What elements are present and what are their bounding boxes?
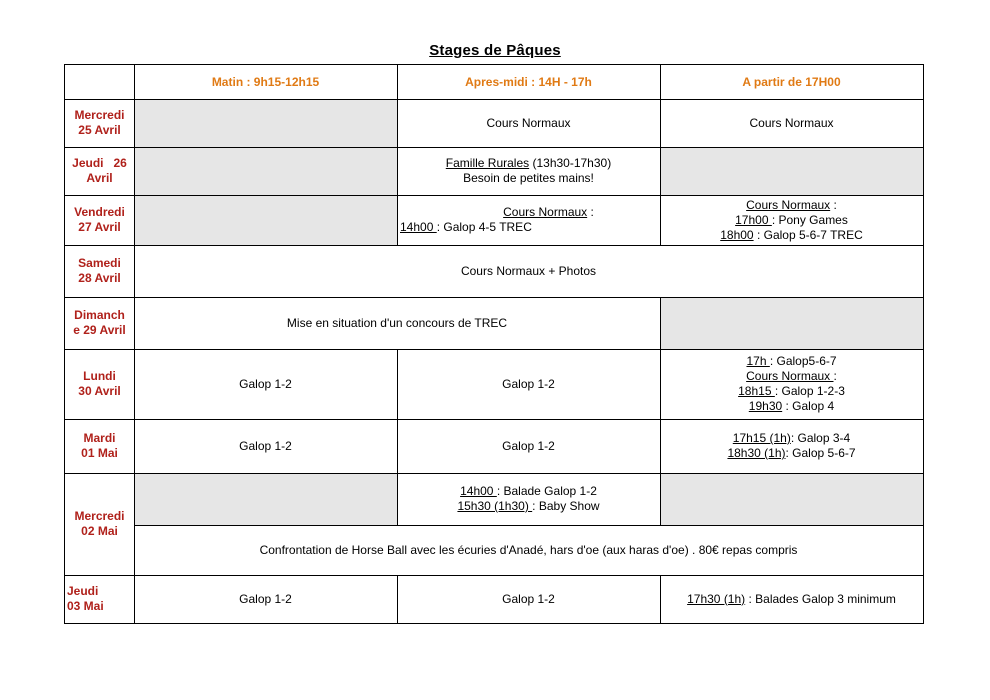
activity-time: 14h00	[460, 484, 497, 498]
day-date: 27 Avril	[78, 220, 121, 234]
activity-line	[457, 499, 599, 514]
activity-text: : Pony Games	[771, 212, 848, 227]
day-label: Mercredi	[74, 509, 125, 523]
activity-text: : Galop 1-2-3	[774, 384, 845, 398]
empty-cell	[660, 473, 923, 525]
activity-line	[460, 484, 597, 499]
activity-title: Cours Normaux	[746, 369, 834, 383]
cell-jeu03-soir	[660, 575, 923, 623]
day-dimanche-29	[65, 297, 134, 349]
activity-line	[733, 431, 850, 446]
day-jeudi-03	[65, 575, 134, 623]
activity-text: : Galop 4-5 TREC	[436, 220, 532, 234]
day-mercredi-25	[65, 99, 134, 147]
activity-line	[727, 446, 855, 461]
activity-separator: :	[830, 197, 837, 212]
header-soir-label: A partir de 17H00	[742, 74, 841, 89]
activity-text: : Galop 3-4	[790, 431, 851, 445]
header-soir	[660, 65, 923, 99]
day-jeudi-26	[65, 147, 134, 195]
cell-mar01-apres-midi	[397, 419, 660, 473]
activity-time: (13h30-17h30)	[529, 156, 612, 170]
cell-jeu03-matin	[134, 575, 397, 623]
cell-jeu03-apres-midi	[397, 575, 660, 623]
activity-text: Cours Normaux	[486, 115, 571, 130]
empty-cell	[134, 147, 397, 195]
activity-time: 18h00	[720, 227, 754, 242]
cell-lun30-matin	[134, 349, 397, 419]
day-label: Vendredi	[74, 205, 125, 219]
day-label: Mardi	[83, 431, 116, 445]
empty-cell	[134, 473, 397, 525]
activity-text: Cours Normaux + Photos	[460, 263, 597, 278]
header-matin-label: Matin : 9h15-12h15	[211, 74, 320, 89]
empty-cell	[660, 147, 923, 195]
activity-separator: :	[587, 205, 594, 219]
activity-line	[720, 228, 863, 243]
day-date: 01 Mai	[81, 446, 118, 460]
cell-mer25-soir	[660, 99, 923, 147]
activity-line	[746, 354, 836, 369]
activity-line	[749, 399, 834, 414]
empty-cell	[134, 99, 397, 147]
empty-cell	[134, 195, 397, 245]
activity-line	[746, 369, 837, 384]
activity-line	[397, 220, 532, 235]
activity-title: Famille Rurales	[445, 156, 530, 170]
day-mardi-01	[65, 419, 134, 473]
day-date: e 29 Avril	[73, 323, 126, 337]
cell-mar01-matin	[134, 419, 397, 473]
cell-lun30-apres-midi	[397, 349, 660, 419]
activity-text: Galop 1-2	[502, 376, 555, 391]
day-samedi-28	[65, 245, 134, 297]
activity-text: : Balade Galop 1-2	[496, 484, 597, 498]
activity-time: 17h00	[735, 212, 772, 227]
day-label: Dimanch	[74, 308, 125, 322]
day-label: Jeudi 26	[72, 156, 127, 170]
day-date: 25 Avril	[78, 123, 121, 137]
activity-time: 18h15	[738, 384, 775, 398]
activity-time: 18h30 (1h)	[727, 446, 786, 460]
activity-text: : Balades Galop 3 minimum	[745, 591, 896, 606]
activity-line	[738, 384, 845, 399]
day-vendredi-27	[65, 195, 134, 245]
cell-lun30-soir	[660, 349, 923, 419]
day-label: Samedi	[78, 256, 121, 270]
activity-text: Galop 1-2	[239, 438, 292, 453]
activity-text: Mise en situation d'un concours de TREC	[286, 315, 508, 330]
activity-time: 17h	[746, 354, 770, 368]
activity-title: Cours Normaux	[746, 197, 831, 212]
day-label: Mercredi	[74, 108, 125, 122]
activity-line	[687, 592, 896, 607]
activity-separator: :	[833, 369, 837, 383]
activity-text: Galop 1-2	[239, 376, 292, 391]
activity-text: Galop 1-2	[502, 438, 555, 453]
activity-line	[746, 198, 837, 213]
header-apres-midi-label: Apres-midi : 14H - 17h	[465, 74, 592, 89]
activity-line	[735, 213, 848, 228]
activity-title: Cours Normaux	[503, 205, 588, 219]
day-mercredi-02	[65, 473, 134, 575]
activity-time: 19h30	[748, 399, 783, 413]
activity-text: Cours Normaux	[749, 115, 834, 130]
activity-text: : Galop 5-6-7	[785, 446, 856, 460]
cell-mer02-apres-midi	[397, 473, 660, 525]
header-matin	[134, 65, 397, 99]
activity-note: Besoin de petites mains!	[463, 171, 594, 185]
cell-sam28-all-day	[134, 245, 923, 297]
empty-cell	[660, 297, 923, 349]
activity-text: : Galop 4	[782, 399, 835, 413]
day-lundi-30	[65, 349, 134, 419]
day-label: Lundi	[83, 369, 116, 383]
activity-text: Confrontation de Horse Ball avec les écuries d'Anadé, hars d'oe (aux haras d'oe) . 80€ repas compris	[259, 542, 798, 557]
day-label: Jeudi	[67, 584, 99, 598]
activity-line	[503, 205, 594, 220]
day-date: 30 Avril	[78, 384, 121, 398]
activity-time: 14h00	[400, 220, 437, 234]
activity-text: Galop 1-2	[502, 591, 555, 606]
header-apres-midi	[397, 65, 660, 99]
cell-jeu26-apres-midi	[397, 147, 660, 195]
day-date: Avril	[86, 171, 113, 185]
activity-time: 17h30 (1h)	[687, 591, 746, 606]
activity-line	[446, 156, 611, 171]
activity-text: : Galop 5-6-7 TREC	[753, 227, 863, 242]
day-date: 02 Mai	[81, 524, 118, 538]
activity-time: 15h30 (1h30)	[457, 499, 533, 513]
activity-text: : Galop5-6-7	[769, 354, 837, 368]
cell-ven27-soir	[660, 195, 923, 245]
activity-time: 17h15 (1h)	[732, 431, 791, 445]
day-date: 03 Mai	[67, 599, 104, 613]
activity-text: : Baby Show	[532, 499, 600, 513]
cell-mer02-all-day	[134, 525, 923, 575]
day-date: 28 Avril	[78, 271, 121, 285]
activity-text: Galop 1-2	[239, 591, 292, 606]
cell-mer25-apres-midi	[397, 99, 660, 147]
cell-dim29-matin-apres-midi	[134, 297, 660, 349]
page-title: Stages de Pâques	[429, 42, 561, 59]
cell-ven27-apres-midi	[397, 195, 660, 245]
cell-mar01-soir	[660, 419, 923, 473]
